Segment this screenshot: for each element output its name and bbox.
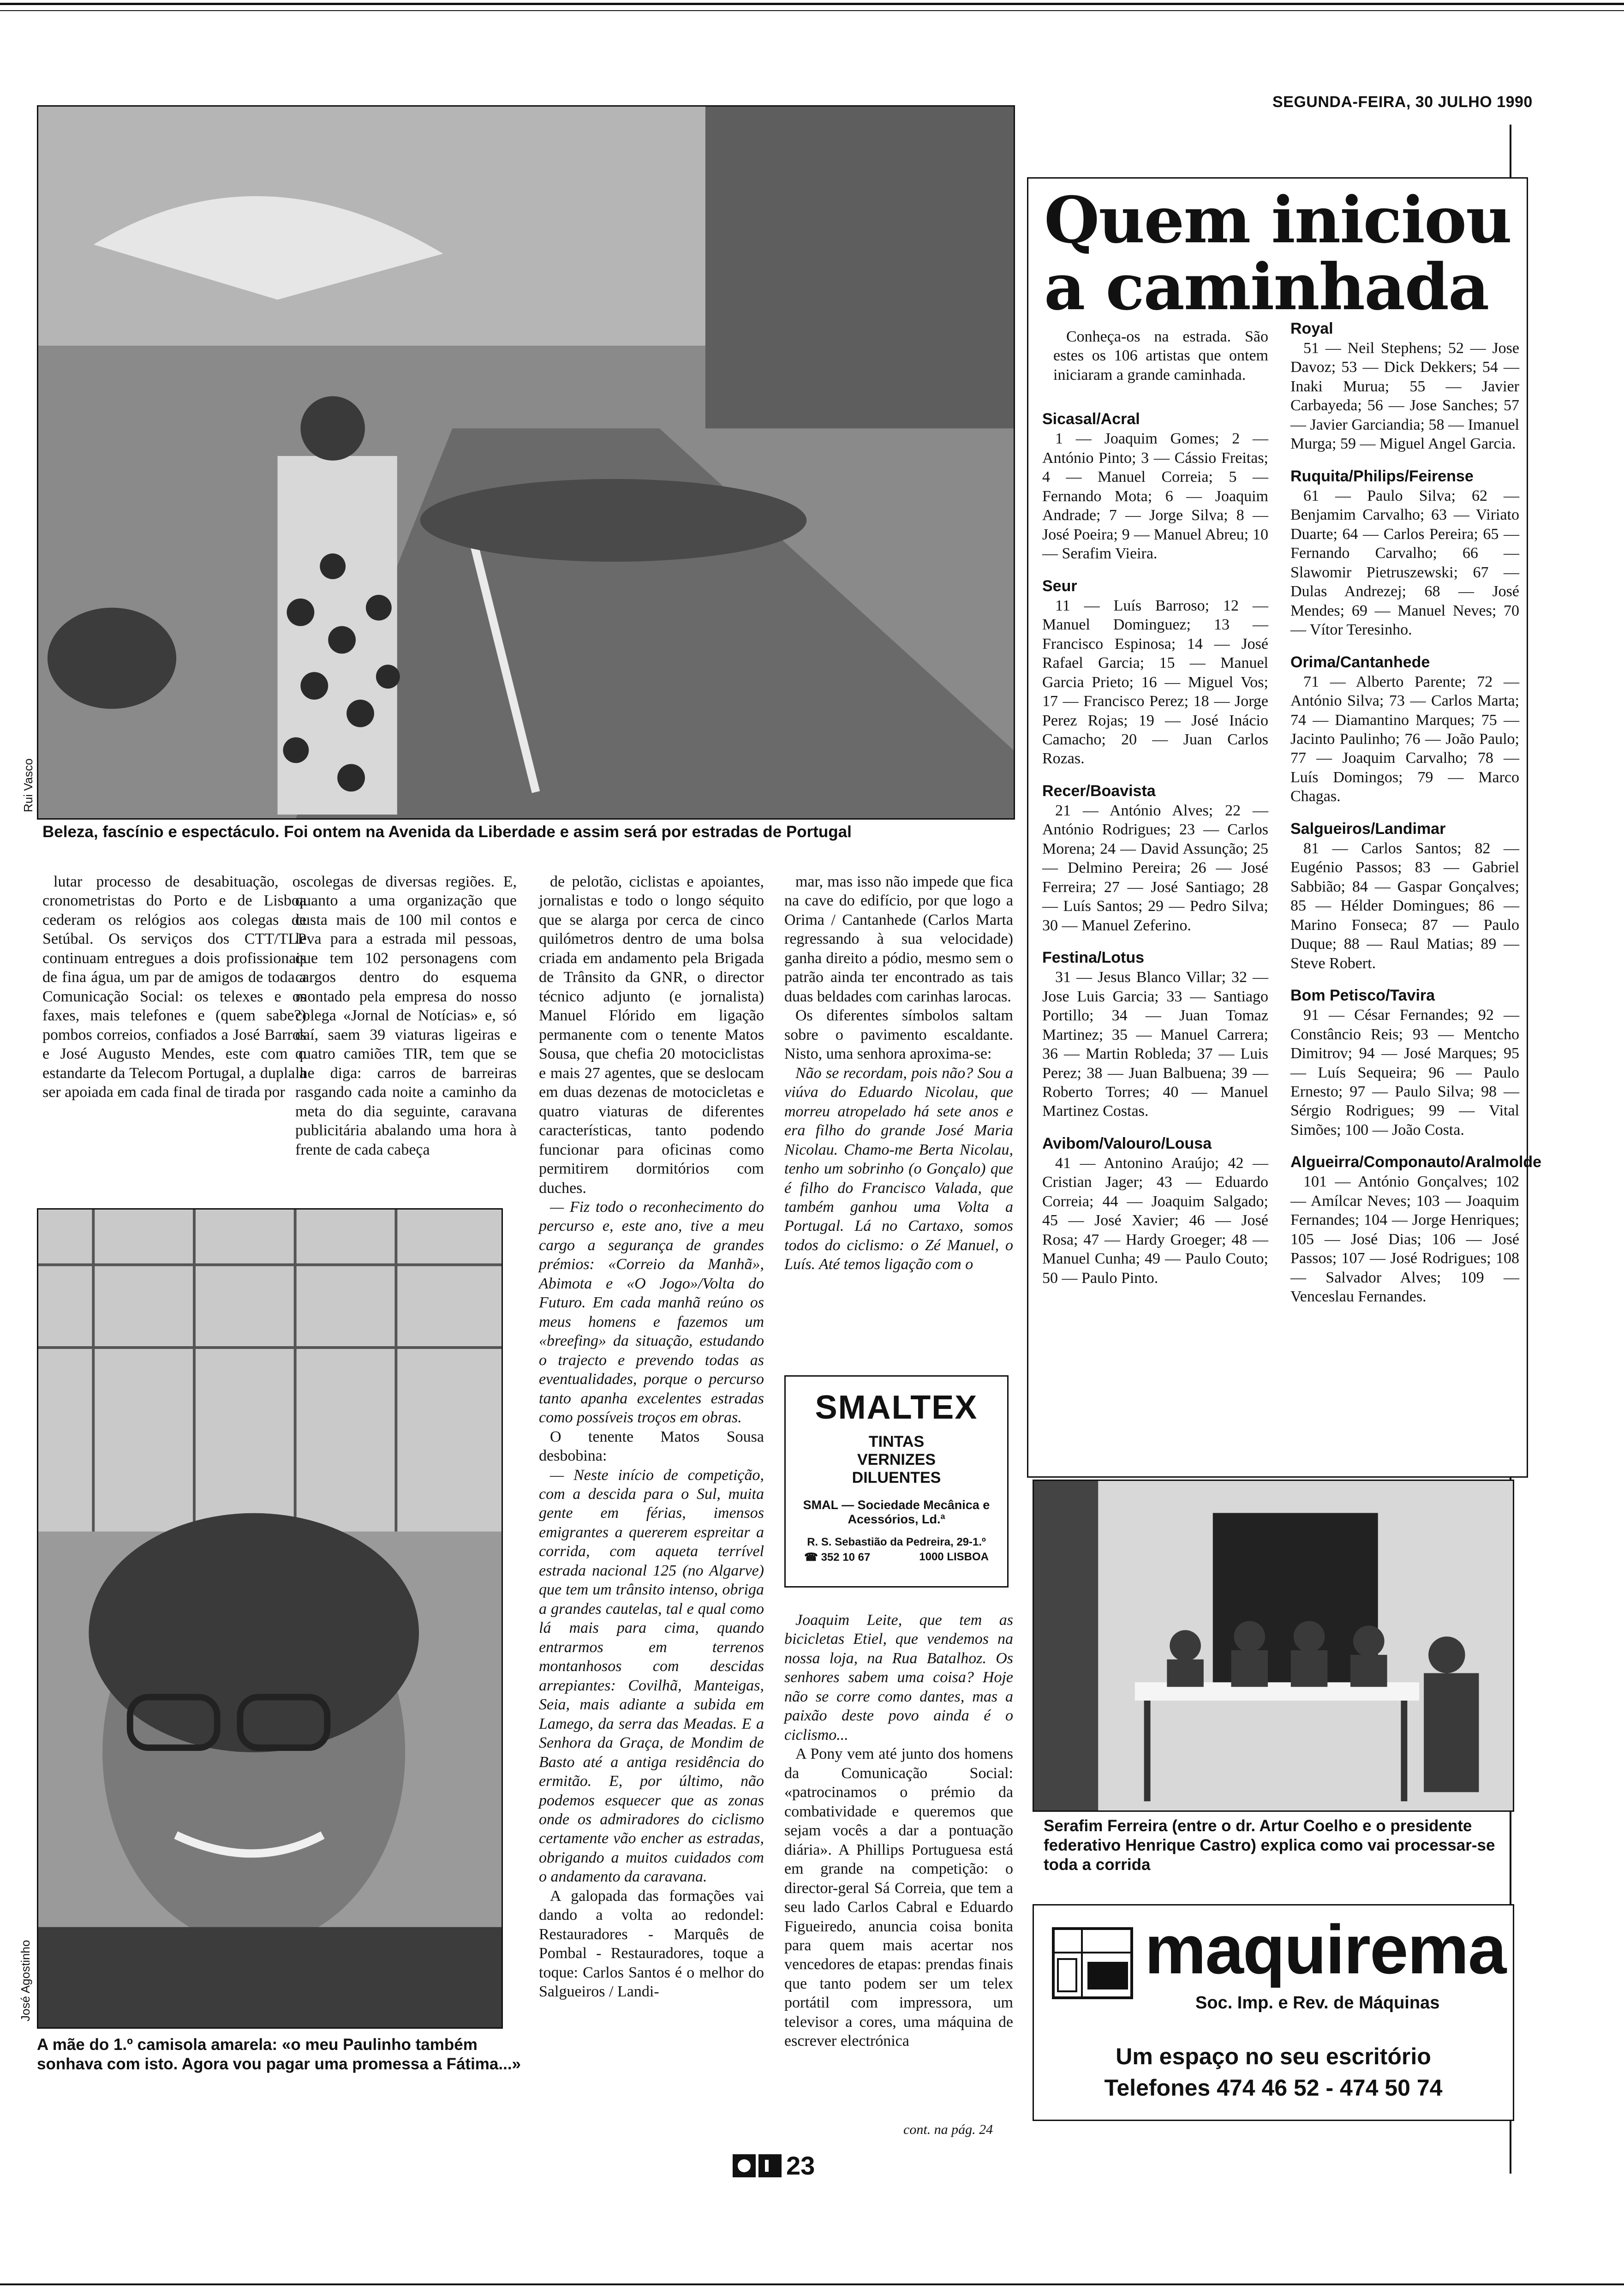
smaltex-phone: ☎ 352 10 67 [804,1551,871,1564]
article-quote: Joaquim Leite, que tem as bicicletas Etiel, que vendemos na nossa loja, na Rua Batalhoz. Os senhores sabem uma coisa? Hoje não se corre como dantes, mas a paixão deste povo ainda é o ciclismo... [784,1612,1013,1744]
mother-photo-caption: A mãe do 1.º camisola amarela: «o meu Paulinho também sonhava com isto. Agora vou pagar uma promessa a Fátima...» [37,2036,521,2073]
article-quote: — Neste início de competição, com a descida para o Sul, muita gente em férias, imensos emigrantes a quererem espreitar a corrida, com aqueta terrível estrada nacional 125 (no Algarve) que tem um trânsito intenso, obriga a grandes cautelas, tal e qual como lá mais para cima, quando entrarmos em terrenos montanhosos com descidas arrepiantes: Covilhã, Manteigas, Seia, mais adiante a subida em Lamego, da serra das Meadas. E a Senhora da Graça, de Mondim de Basto até a antiga residência do ermitão. E, por último, não podemos esquecer que as zonas onde os admiradores do ciclismo certamente vão encher as estradas, obrigando a muitos cuidados com o andamento da caravana. [539,1466,764,1886]
meeting-photo [1033,1480,1514,1812]
main-photo-credit: Rui Vasco [21,758,35,812]
team-list-right [1290,320,1542,1306]
main-photo [37,105,1015,820]
smaltex-products [786,1433,1007,1487]
article-paragraph: A Pony vem até junto dos homens da Comunicação Social: «patrocinamos o prémio da combatividade e queremos que sejam vocês a dar a pontuação diária». A Phillips Portuguesa está em grande na competição: o director-geral Sá Correia, que tem a seu lado Carlos Cabral e Eduardo Figueiredo, anuncia coisa bonita para quem mais acertar nos vencedores de etapas: prendas finais que tanto podem ser um telex portátil com impressora, um televisor a cores, uma máquina de escrever electrónica [784,1745,1013,2050]
team-entry [1042,782,1268,935]
article-quote: Não se recordam, pois não? Sou a viúva do Eduardo Nicolau, que morreu atropelado há sete anos e era filho do grande José Maria Nicolau. Chamo-me Berta Nicolau, tenho um sobrinho (o Gonçalo) que é filho do Francisco Valada, que também ganhou uma Volta a Portugal. Lá no Cartaxo, somos todos do ciclismo: o Zé Manuel, o Luís. Até temos ligação com o [784,1064,1013,1273]
smaltex-line: VERNIZES [857,1451,936,1469]
main-photo-caption: Beleza, fascínio e espectáculo. Foi ontem na Avenida da Liberdade e assim será por estradas de Portugal [42,823,852,841]
continued-note: cont. na pág. 24 [903,2122,993,2137]
team-riders: 91 — César Fernandes; 92 — Constâncio Reis; 93 — Mentcho Dimitrov; 94 — José Marques; 95 — Luís Sequeira; 96 — Paulo Ernesto; 97 — Paulo Silva; 98 — Sérgio Rodrigues; 99 — Vital Simões; 100 — João Costa. [1290,1007,1519,1139]
headline-line: Quem iniciou [1044,182,1511,258]
headline-line: a caminhada [1044,249,1489,324]
smaltex-brand: SMALTEX [815,1389,978,1426]
article-paragraph: colegas de diversas regiões. E, quanto a uma organização que custa mais de 100 mil contos e leva para a estrada mil pessoas, que tem 102 personagens com cargos dentro do esquema montado pela empresa do nosso colega «Jornal de Notícias» e, só daí, saem 39 viaturas ligeiras e quatro camiões TIR, tem que se lhe diga: carros de barreiras rasgando cada noite a caminho da meta do dia seguinte, caravana publicitária abalando uma hora à frente de cada cabeça [295,873,517,1158]
team-riders: 1 — Joaquim Gomes; 2 — António Pinto; 3 — Cássio Freitas; 4 — Manuel Correia; 5 — Fernando Mota; 6 — Joaquim Andrade; 7 — Jorge Silva; 8 — José Poeira; 9 — Manuel Abreu; 10 — Serafim Vieira. [1042,430,1268,563]
smaltex-line: TINTAS [868,1433,925,1450]
sidebar-left-column [1042,327,1268,1301]
smaltex-contact [804,1551,989,1564]
sidebar-right-column [1290,320,1542,1320]
cyclists-avenue-photo [38,107,1014,818]
maquirema-brand: maquirema [1145,1911,1506,1988]
team-name: Bom Petisco/Tavira [1290,987,1435,1005]
newspaper-logo-icon [733,2152,783,2179]
article-quote: — Fiz todo o reconhecimento do percurso e, este ano, tive a meu cargo a segurança de grandes prémios: «Correio da Manhã», Abimota e «O Jogo»/Volta do Futuro. Em cada manhã reúno os meus homens e fazemos um «breefing» da situação, estudando o trajecto e prevendo todas as eventualidades, porque o percurso tanto apanha excelentes estradas como possíveis troços em obras. [539,1198,764,1426]
article-paragraph: O tenente Matos Sousa desbobina: [539,1428,764,1465]
team-entry [1290,653,1519,806]
team-riders: 21 — António Alves; 22 — António Rodrigues; 23 — Carlos Morena; 24 — David Assunção; 25 — Delmino Pereira; 26 — José Ferreira; 27 — José Santiago; 28 — Luís Santos; 29 — Pedro Silva; 30 — Manuel Zeferino. [1042,802,1268,934]
team-riders: 61 — Paulo Silva; 62 — Benjamim Carvalho; 63 — Viriato Duarte; 64 — Carlos Pereira; 65 — Fernando Carvalho; 66 — Slawomir Pietruszewski; 67 — Dulas Andrezej; 68 — José Mendes; 69 — Manuel Neves; 70 — Vítor Teresinho. [1290,487,1519,639]
team-entry [1290,820,1519,973]
smaltex-line: DILUENTES [852,1469,941,1487]
team-name: Ruquita/Philips/Feirense [1290,467,1474,485]
team-entry [1042,949,1268,1121]
article-column-1 [42,872,306,1102]
team-riders: 71 — Alberto Parente; 72 — António Silva; 73 — Carlos Marta; 74 — Diamantino Marques; 75 — Jacinto Paulinho; 76 — João Paulo; 77 — Joaquim Carvalho; 78 — Luís Domingos; 79 — Marco Chagas. [1290,673,1519,805]
team-riders: 81 — Carlos Santos; 82 — Eugénio Passos; 83 — Gabriel Sabbião; 84 — Gaspar Gonçalves; 85 — Hélder Domingues; 86 — Marino Fonseca; 87 — Paulo Duque; 88 — Raul Matias; 89 — Steve Robert. [1290,839,1519,972]
article-paragraph: lutar processo de desabituação, os cronometristas do Porto e de Lisboa cederam os relógios aos colegas de Setúbal. Os serviços dos CTT/TLP continuam entregues a dois profissionais de fina água, um par de amigos de toda a Comunicação Social: os telexes e os faxes, mais telefones e (quem sabe?) pombos correios, confiados a José Barros e José Augusto Mendes, este com o estandarte da Telecom Portugal, a dupla a ser apoiada em cada final de tirada por [42,873,306,1101]
dateline: SEGUNDA-FEIRA, 30 JULHO 1990 [1272,93,1533,111]
team-name: Recer/Boavista [1042,782,1156,800]
team-name: Sicasal/Acral [1042,410,1140,428]
team-riders: 101 — António Gonçalves; 102 — Amílcar Neves; 103 — Joaquim Fernandes; 104 — Jorge Henriques; 105 — José Dias; 106 — José Passos; 107 — José Rodrigues; 108 — Salvador Alves; 109 — Venceslau Fernandes. [1290,1173,1519,1306]
article-column-2 [295,872,517,1159]
team-entry [1290,987,1519,1139]
team-entry [1290,467,1519,640]
article-paragraph: Os diferentes símbolos saltam sobre o pavimento escaldante. Nisto, uma senhora aproxima-se: [784,1007,1013,1063]
team-name: Royal [1290,320,1333,337]
team-name: Avibom/Valouro/Lousa [1042,1134,1212,1152]
team-riders: 41 — Antonino Araújo; 42 — Cristian Jager; 43 — Eduardo Correia; 44 — Joaquim Salgado; 45 — José Xavier; 46 — José Rosa; 47 — Hardy Groeger; 48 — Manuel Cunha; 49 — Paulo Couto; 50 — Paulo Pinto. [1042,1154,1268,1287]
meeting-photo-caption: Serafim Ferreira (entre o dr. Artur Coelho e o presidente federativo Henrique Castro) explica como vai processar-se toda a corrida [1044,1817,1495,1874]
smaltex-company: SMAL — Sociedade Mecânica e Acessórios, Ld.ª [803,1498,990,1527]
team-entry [1290,320,1519,454]
team-entry [1290,1153,1542,1306]
mother-photo-credit: José Agostinho [18,1940,32,2021]
maquirema-slogan: Um espaço no seu escritório [1116,2043,1431,2069]
team-name: Festina/Lotus [1042,949,1145,967]
smaltex-ad [784,1375,1009,1588]
sidebar-headline [1044,182,1511,324]
article-column-4-top [784,872,1013,1274]
team-entry [1042,577,1268,768]
team-name: Salgueiros/Landimar [1290,820,1446,838]
smaltex-city: 1000 LISBOA [919,1551,989,1564]
team-riders: 51 — Neil Stephens; 52 — Jose Davoz; 53 — Dick Dekkers; 54 — Inaki Murua; 55 — Javier Carbayeda; 56 — Jose Sanches; 57 — Javier Garciandia; 58 — Imanuel Murga; 59 — Miguel Angel Garcia. [1290,340,1519,453]
mother-photo [37,1208,503,2029]
team-entry [1042,1135,1268,1288]
article-column-4-bottom [784,1611,1013,2051]
article-paragraph: mar, mas isso não impede que fica na cave do edifício, por que logo a Orima / Cantanhede (Carlos Marta regressando à sua velocidade) ganha direito a pódio, mesmo sem o patrão ainda ter encontrado as tais duas beldades com carinhas larocas. [784,873,1013,1005]
team-name: Seur [1042,577,1077,595]
team-riders: 11 — Luís Barroso; 12 — Manuel Dominguez; 13 — Francisco Espinosa; 14 — José Rafael Garcia; 15 — Manuel Garcia Prieto; 16 — Miguel Vos; 17 — Francisco Perez; 18 — Jorge Perez Rojas; 19 — José Inácio Camacho; 20 — Juan Carlos Rozas. [1042,597,1268,767]
office-desk-icon [1050,1925,1137,2003]
page-number: 23 [786,2151,815,2180]
mother-portrait-photo [38,1210,502,2027]
article-paragraph: de pelotão, ciclistas e apoiantes, jornalistas e todo o longo séquito que se alarga por cerca de cinco quilómetros dentro de uma bolsa criada em andamento pela Brigada de Trânsito da GNR, o director técnico adjunto (e jornalista) Manuel Flórido em ligação permanente com o tenente Matos Sousa, que chefia 20 motociclistas e mais 27 agentes, que se deslocam em duas dezenas de motocicletas e quatro viaturas de diferentes características, tanto podendo funcionar para oficinas como permitirem dormitórios com duches. [539,873,764,1197]
sidebar-intro: Conheça-os na estrada. São estes os 106 artistas que ontem iniciaram a grande caminhada. [1053,328,1268,383]
article-column-3 [539,872,764,2001]
team-name: Orima/Cantanhede [1290,653,1430,671]
team-riders: 31 — Jesus Blanco Villar; 32 — Jose Luis Garcia; 33 — Santiago Portillo; 34 — Juan Tomaz Martinez; 35 — Manuel Carrera; 36 — Martin Robleda; 37 — Luis Perez; 38 — Juan Balbuena; 39 — Roberto Torres; 40 — Manuel Martinez Costas. [1042,969,1268,1120]
page-footer [733,2151,815,2181]
smaltex-address: R. S. Sebastião da Pedreira, 29-1.º [807,1536,986,1549]
rider-list-sidebar [1027,177,1542,1478]
team-list-left [1042,410,1268,1288]
maquirema-subtitle: Soc. Imp. e Rev. de Máquinas [1195,1993,1440,2013]
maquirema-ad [1033,1904,1514,2121]
article-paragraph: A galopada das formações vai dando a volta ao redondel: Restauradores - Marquês de Pombal - Restauradores, toque a toque: Carlos Santos é o melhor do Salgueiros / Landi- [539,1887,764,2001]
team-name: Algueirra/Componauto/Aralmolde [1290,1153,1542,1171]
meeting-table-photo [1034,1481,1513,1810]
team-entry [1042,410,1268,563]
maquirema-phones: Telefones 474 46 52 - 474 50 74 [1104,2075,1443,2101]
